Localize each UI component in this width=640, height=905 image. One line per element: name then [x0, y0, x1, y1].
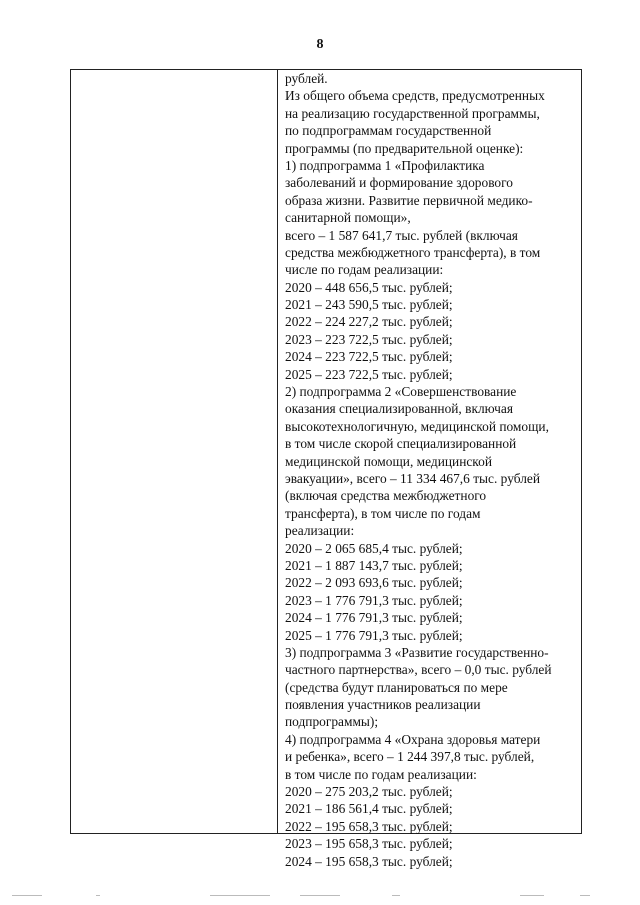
text-line: 2020 – 2 065 685,4 тыс. рублей; — [285, 540, 463, 556]
text-line: (средства будут планироваться по мере — [285, 679, 508, 695]
text-line: высокотехнологичную, медицинской помощи, — [285, 418, 549, 434]
table-left-cell — [71, 70, 278, 833]
text-line: оказания специализированной, включая — [285, 401, 513, 417]
text-line: Из общего объема средств, предусмотренных — [285, 88, 545, 104]
text-line: всего – 1 587 641,7 тыс. рублей (включая — [285, 227, 518, 243]
text-line: программы (по предварительной оценке): — [285, 140, 524, 156]
text-line: 2021 – 243 590,5 тыс. рублей; — [285, 297, 453, 313]
text-line: по подпрограммам государственной — [285, 123, 492, 139]
text-line: и ребенка», всего – 1 244 397,8 тыс. рублей, — [285, 749, 535, 765]
text-line: санитарной помощи», — [285, 210, 411, 226]
scan-artifact-marks — [0, 893, 640, 899]
text-line: появления участников реализации — [285, 697, 481, 713]
text-line: 2022 – 2 093 693,6 тыс. рублей; — [285, 575, 463, 591]
text-line: в том числе по годам реализации: — [285, 766, 477, 782]
text-line: числе по годам реализации: — [285, 262, 444, 278]
text-line: 2025 – 223 722,5 тыс. рублей; — [285, 366, 453, 382]
text-line: частного партнерства», всего – 0,0 тыс. рублей — [285, 662, 552, 678]
text-line: 2023 – 223 722,5 тыс. рублей; — [285, 331, 453, 347]
text-line: 2023 – 1 776 791,3 тыс. рублей; — [285, 592, 463, 608]
text-line: 2022 – 195 658,3 тыс. рублей; — [285, 818, 453, 834]
text-line: подпрограммы); — [285, 714, 379, 730]
text-line: (включая средства межбюджетного — [285, 488, 487, 504]
text-line: 4) подпрограмма 4 «Охрана здоровья матери — [285, 731, 541, 747]
text-line: образа жизни. Развитие первичной медико- — [285, 192, 533, 208]
text-line: трансферта), в том числе по годам — [285, 505, 481, 521]
text-line: на реализацию государственной программы, — [285, 105, 540, 121]
page-number: 8 — [316, 37, 324, 52]
text-line: 2024 – 195 658,3 тыс. рублей; — [285, 853, 453, 869]
text-line: медицинской помощи, медицинской — [285, 453, 492, 469]
text-line: 2024 – 223 722,5 тыс. рублей; — [285, 349, 453, 365]
text-line: 2023 – 195 658,3 тыс. рублей; — [285, 836, 453, 852]
text-line: реализации: — [285, 523, 355, 539]
text-line: эвакуации», всего – 11 334 467,6 тыс. рублей — [285, 470, 540, 486]
text-line: рублей. — [285, 71, 328, 86]
text-line: 3) подпрограмма 3 «Развитие государственно- — [285, 644, 549, 660]
text-line: заболеваний и формирование здорового — [285, 175, 513, 191]
text-line: 2) подпрограмма 2 «Совершенствование — [285, 384, 517, 400]
text-line: 2020 – 448 656,5 тыс. рублей; — [285, 279, 453, 295]
text-line: 1) подпрограмма 1 «Профилактика — [285, 157, 485, 173]
text-line: в том числе скорой специализированной — [285, 436, 517, 452]
text-line: 2024 – 1 776 791,3 тыс. рублей; — [285, 610, 463, 626]
program-table — [70, 69, 582, 869]
text-line: 2021 – 186 561,4 тыс. рублей; — [285, 801, 453, 817]
text-line: средства межбюджетного трансферта), в том — [285, 244, 541, 260]
text-line: 2025 – 1 776 791,3 тыс. рублей; — [285, 627, 463, 643]
table-right-cell — [279, 70, 581, 869]
text-line: 2020 – 275 203,2 тыс. рублей; — [285, 784, 453, 800]
text-line: 2022 – 224 227,2 тыс. рублей; — [285, 314, 453, 330]
text-line: 2021 – 1 887 143,7 тыс. рублей; — [285, 557, 463, 573]
